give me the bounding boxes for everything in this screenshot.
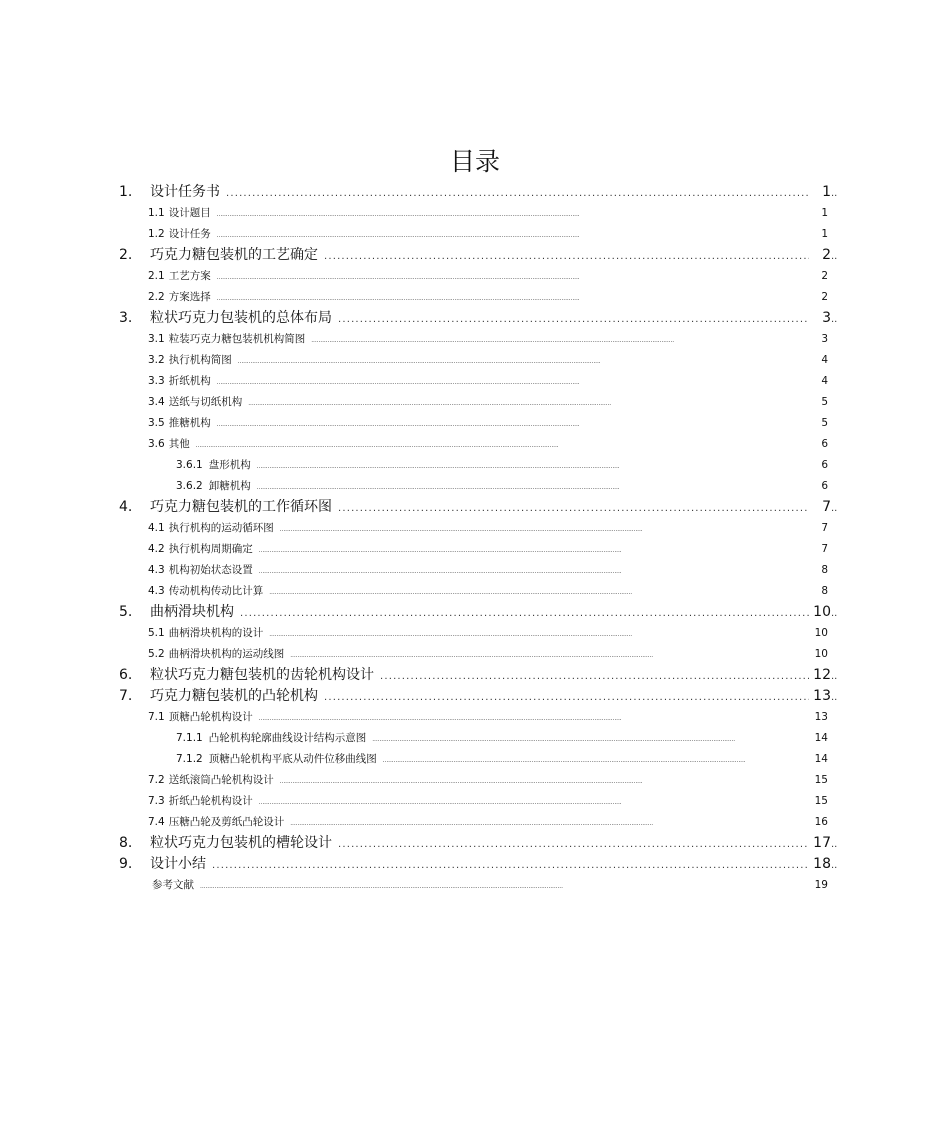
toc-entry-number: 4.2 bbox=[148, 543, 165, 555]
dot-leader bbox=[217, 414, 802, 434]
toc-entry-title: 设计小结 bbox=[150, 856, 206, 872]
dot-leader bbox=[324, 246, 809, 266]
toc-entry-page-number: 7 bbox=[821, 522, 828, 534]
toc-entry-page-number: 19 bbox=[814, 879, 828, 891]
toc-entry-number: 7.4 bbox=[148, 816, 165, 828]
toc-entry-title: 推糖机构 bbox=[168, 417, 211, 429]
trailing-dots: .. bbox=[831, 503, 838, 514]
toc-entry-level-1[interactable] bbox=[0, 833, 841, 854]
trailing-dots: .. bbox=[831, 671, 838, 682]
toc-entry-title: 粒装巧克力糖包装机机构简图 bbox=[168, 333, 306, 345]
trailing-dots: .. bbox=[831, 692, 838, 703]
toc-entry-page-number: 7 bbox=[822, 499, 831, 515]
toc-entry-number: 4.3 bbox=[148, 564, 165, 576]
toc-entry-number: 3.6.1 bbox=[176, 459, 203, 471]
toc-entry-page-number: 2 bbox=[821, 291, 828, 303]
dot-leader bbox=[259, 708, 802, 728]
toc-entry-level-2[interactable] bbox=[0, 266, 828, 287]
toc-entry-page-number: 6 bbox=[821, 480, 828, 492]
toc-entry-number: 2. bbox=[119, 247, 133, 263]
toc-entry-level-2[interactable] bbox=[0, 371, 828, 392]
toc-entry-number: 8. bbox=[119, 835, 133, 851]
toc-entry-title: 执行机构周期确定 bbox=[168, 543, 253, 555]
toc-entry-level-1[interactable] bbox=[0, 602, 841, 623]
toc-entry-page-number: 14 bbox=[814, 732, 828, 744]
toc-entry-title: 执行机构简图 bbox=[168, 354, 232, 366]
toc-entry-level-1[interactable] bbox=[0, 497, 841, 518]
toc-entry-level-2[interactable] bbox=[0, 287, 828, 308]
dot-leader bbox=[238, 351, 802, 371]
toc-entry-level-2[interactable] bbox=[0, 392, 828, 413]
toc-entry-title: 设计任务书 bbox=[150, 184, 220, 200]
dot-leader bbox=[248, 393, 802, 413]
toc-entry-title: 执行机构的运动循环图 bbox=[168, 522, 274, 534]
toc-entry-page-number: 15 bbox=[814, 774, 828, 786]
dot-leader bbox=[257, 456, 802, 476]
dot-leader bbox=[383, 750, 802, 770]
dot-leader bbox=[200, 876, 802, 896]
dot-leader bbox=[217, 204, 802, 224]
toc-entry-level-1[interactable] bbox=[0, 665, 841, 686]
toc-entry-number: 7.1.2 bbox=[176, 753, 203, 765]
dot-leader bbox=[217, 372, 802, 392]
toc-entry-page-number: 12 bbox=[813, 667, 831, 683]
toc-entry-number: 5.1 bbox=[148, 627, 165, 639]
toc-entry-number: 7.3 bbox=[148, 795, 165, 807]
toc-entry-title: 巧克力糖包装机的工作循环图 bbox=[150, 499, 332, 515]
toc-title: 目录 bbox=[449, 147, 500, 176]
toc-entry-page-number: 6 bbox=[821, 438, 828, 450]
toc-entry-page-number: 5 bbox=[821, 417, 828, 429]
toc-entry-page-number: 2 bbox=[821, 270, 828, 282]
toc-entry-level-3[interactable] bbox=[0, 749, 828, 770]
toc-entry-number: 7.1 bbox=[148, 711, 165, 723]
toc-entry-title: 折纸凸轮机构设计 bbox=[168, 795, 253, 807]
toc-entry-page-number: 10 bbox=[814, 648, 828, 660]
dot-leader bbox=[311, 330, 802, 350]
toc-entry-level-1[interactable] bbox=[0, 308, 841, 329]
dot-leader bbox=[338, 498, 809, 518]
toc-entry-page-number: 5 bbox=[821, 396, 828, 408]
toc-entry-page-number: 1 bbox=[821, 207, 828, 219]
toc-entry-page-number: 1 bbox=[821, 228, 828, 240]
toc-entry-page-number: 8 bbox=[821, 585, 828, 597]
toc-entry-page-number: 13 bbox=[813, 688, 831, 704]
toc-entry-level-2[interactable] bbox=[0, 413, 828, 434]
dot-leader bbox=[269, 624, 802, 644]
toc-list bbox=[0, 182, 950, 896]
toc-entry-title: 设计任务 bbox=[168, 228, 211, 240]
toc-entry-page-number: 18 bbox=[813, 856, 831, 872]
toc-entry-number: 5. bbox=[119, 604, 133, 620]
toc-entry-level-2[interactable] bbox=[0, 623, 828, 644]
dot-leader bbox=[338, 834, 809, 854]
dot-leader bbox=[217, 288, 802, 308]
toc-entry-page-number: 4 bbox=[821, 375, 828, 387]
toc-entry-title: 顶糖凸轮机构设计 bbox=[168, 711, 253, 723]
toc-entry-page-number: 10 bbox=[813, 604, 831, 620]
toc-entry-level-1[interactable] bbox=[0, 245, 841, 266]
toc-entry-number: 3.2 bbox=[148, 354, 165, 366]
toc-entry-title: 巧克力糖包装机的凸轮机构 bbox=[150, 688, 318, 704]
dot-leader bbox=[259, 792, 802, 812]
toc-entry-page-number: 14 bbox=[814, 753, 828, 765]
toc-entry-page-number: 10 bbox=[814, 627, 828, 639]
trailing-dots: .. bbox=[831, 314, 838, 325]
toc-entry-level-2[interactable] bbox=[0, 203, 828, 224]
toc-entry-level-2[interactable] bbox=[0, 518, 828, 539]
dot-leader bbox=[324, 687, 809, 707]
toc-entry-level-2[interactable] bbox=[0, 770, 828, 791]
trailing-dots: .. bbox=[831, 860, 838, 871]
toc-entry-number: 3.4 bbox=[148, 396, 165, 408]
toc-entry-number: 7. bbox=[119, 688, 133, 704]
toc-entry-level-2[interactable] bbox=[0, 707, 828, 728]
toc-entry-level-1[interactable] bbox=[0, 854, 841, 875]
toc-entry-number: 7.2 bbox=[148, 774, 165, 786]
toc-entry-level-3[interactable] bbox=[0, 455, 828, 476]
toc-entry-page-number: 15 bbox=[814, 795, 828, 807]
toc-entry-title: 传动机构传动比计算 bbox=[168, 585, 264, 597]
toc-entry-title: 曲柄滑块机构 bbox=[150, 604, 234, 620]
toc-entry-title: 方案选择 bbox=[168, 291, 211, 303]
toc-entry-number: 1.2 bbox=[148, 228, 165, 240]
toc-entry-title: 曲柄滑块机构的运动线图 bbox=[168, 648, 285, 660]
toc-entry-level-1[interactable] bbox=[0, 182, 841, 203]
trailing-dots: .. bbox=[831, 188, 838, 199]
toc-entry-level-2[interactable] bbox=[0, 875, 828, 896]
toc-entry-title: 折纸机构 bbox=[168, 375, 211, 387]
dot-leader bbox=[380, 666, 809, 686]
dot-leader bbox=[290, 813, 802, 833]
toc-entry-page-number: 7 bbox=[821, 543, 828, 555]
dot-leader bbox=[280, 771, 802, 791]
toc-entry-title: 曲柄滑块机构的设计 bbox=[168, 627, 264, 639]
toc-entry-title: 压糖凸轮及剪纸凸轮设计 bbox=[168, 816, 285, 828]
dot-leader bbox=[290, 645, 802, 665]
dot-leader bbox=[259, 540, 802, 560]
toc-entry-number: 9. bbox=[119, 856, 133, 872]
toc-entry-title: 盘形机构 bbox=[208, 459, 251, 471]
toc-entry-page-number: 3 bbox=[822, 310, 831, 326]
toc-entry-number: 4.3 bbox=[148, 585, 165, 597]
toc-entry-page-number: 4 bbox=[821, 354, 828, 366]
toc-entry-title: 设计题目 bbox=[168, 207, 211, 219]
toc-entry-number: 1. bbox=[119, 184, 133, 200]
toc-entry-level-2[interactable] bbox=[0, 644, 828, 665]
toc-entry-number: 5.2 bbox=[148, 648, 165, 660]
toc-entry-number: 6. bbox=[119, 667, 133, 683]
toc-entry-number: 3.1 bbox=[148, 333, 165, 345]
toc-entry-page-number: 6 bbox=[821, 459, 828, 471]
dot-leader bbox=[372, 729, 802, 749]
toc-entry-level-2[interactable] bbox=[0, 791, 828, 812]
toc-entry-level-2[interactable] bbox=[0, 329, 828, 350]
toc-entry-level-2[interactable] bbox=[0, 224, 828, 245]
toc-entry-number: 3.6.2 bbox=[176, 480, 203, 492]
dot-leader bbox=[280, 519, 802, 539]
toc-entry-level-2[interactable] bbox=[0, 812, 828, 833]
toc-entry-number: 2.2 bbox=[148, 291, 165, 303]
toc-entry-title: 卸糖机构 bbox=[208, 480, 251, 492]
toc-entry-title: 工艺方案 bbox=[168, 270, 211, 282]
toc-entry-title: 送纸滚筒凸轮机构设计 bbox=[168, 774, 274, 786]
dot-leader bbox=[217, 225, 802, 245]
toc-entry-title: 粒状巧克力包装机的槽轮设计 bbox=[150, 835, 332, 851]
trailing-dots: .. bbox=[831, 608, 838, 619]
toc-entry-page-number: 13 bbox=[814, 711, 828, 723]
toc-entry-number: 4. bbox=[119, 499, 133, 515]
toc-entry-title: 其他 bbox=[168, 438, 190, 450]
dot-leader bbox=[257, 477, 802, 497]
toc-entry-page-number: 1 bbox=[822, 184, 831, 200]
dot-leader bbox=[226, 183, 809, 203]
dot-leader bbox=[212, 855, 809, 875]
toc-entry-title: 顶糖凸轮机构平底从动件位移曲线图 bbox=[208, 753, 377, 765]
toc-entry-level-2[interactable] bbox=[0, 434, 828, 455]
toc-entry-title: 凸轮机构轮廓曲线设计结构示意图 bbox=[208, 732, 367, 744]
toc-entry-page-number: 17 bbox=[813, 835, 831, 851]
toc-entry-page-number: 3 bbox=[821, 333, 828, 345]
toc-entry-page-number: 16 bbox=[814, 816, 828, 828]
toc-entry-level-2[interactable] bbox=[0, 350, 828, 371]
trailing-dots: .. bbox=[831, 839, 838, 850]
dot-leader bbox=[240, 603, 809, 623]
dot-leader bbox=[338, 309, 809, 329]
toc-entry-title: 粒状巧克力包装机的总体布局 bbox=[150, 310, 332, 326]
toc-entry-level-2[interactable] bbox=[0, 581, 828, 602]
toc-entry-title: 参考文献 bbox=[152, 879, 194, 891]
toc-entry-page-number: 2 bbox=[822, 247, 831, 263]
toc-entry-level-1[interactable] bbox=[0, 686, 841, 707]
toc-entry-title: 巧克力糖包装机的工艺确定 bbox=[150, 247, 318, 263]
toc-entry-level-3[interactable] bbox=[0, 728, 828, 749]
toc-entry-number: 3.3 bbox=[148, 375, 165, 387]
toc-entry-number: 7.1.1 bbox=[176, 732, 203, 744]
dot-leader bbox=[269, 582, 802, 602]
toc-entry-level-2[interactable] bbox=[0, 560, 828, 581]
toc-entry-level-3[interactable] bbox=[0, 476, 828, 497]
toc-entry-title: 送纸与切纸机构 bbox=[168, 396, 243, 408]
toc-entry-page-number: 8 bbox=[821, 564, 828, 576]
toc-entry-level-2[interactable] bbox=[0, 539, 828, 560]
toc-entry-number: 3.5 bbox=[148, 417, 165, 429]
toc-entry-number: 3. bbox=[119, 310, 133, 326]
toc-entry-number: 4.1 bbox=[148, 522, 165, 534]
toc-entry-title: 机构初始状态设置 bbox=[168, 564, 253, 576]
toc-entry-number: 2.1 bbox=[148, 270, 165, 282]
toc-entry-title: 粒状巧克力糖包装机的齿轮机构设计 bbox=[150, 667, 374, 683]
dot-leader bbox=[217, 267, 802, 287]
dot-leader bbox=[196, 435, 802, 455]
dot-leader bbox=[259, 561, 802, 581]
toc-entry-number: 1.1 bbox=[148, 207, 165, 219]
toc-entry-number: 3.6 bbox=[148, 438, 165, 450]
trailing-dots: .. bbox=[831, 251, 838, 262]
